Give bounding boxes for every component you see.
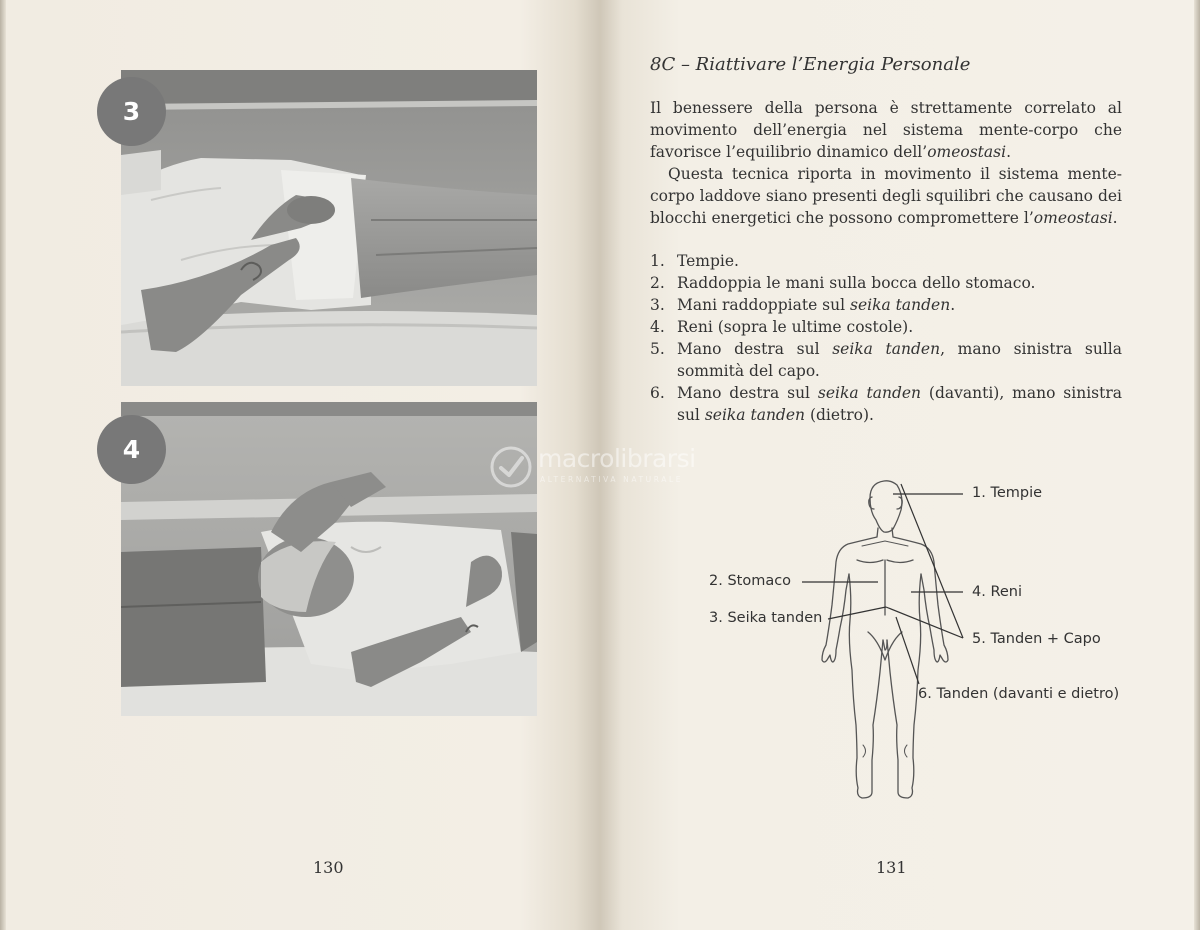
photo-step-4	[121, 402, 537, 716]
watermark-tagline: ALTERNATIVA NATURALE	[540, 475, 684, 484]
section-title: 8C – Riattivare l’Energia Personale	[650, 54, 971, 75]
photo-person-lying-hand-on-head	[121, 402, 537, 716]
diagram-label-reni: 4. Reni	[972, 584, 1023, 600]
step-badge-3: 3	[97, 77, 166, 146]
list-item: 2. Raddoppia le mani sulla bocca dello stomaco.	[650, 274, 1036, 292]
photo-step-3	[121, 70, 537, 386]
diagram-label-seika-tanden: 3. Seika tanden	[709, 610, 823, 626]
page-edge	[0, 0, 6, 930]
watermark	[488, 444, 728, 490]
diagram-label-tempie: 1. Tempie	[972, 485, 1043, 501]
page-edge	[1194, 0, 1200, 930]
watermark-name: macrolibrarsi	[538, 444, 696, 473]
list-item: 5. Mano destra sul seika tanden, mano sinistra sulla sommità del capo.	[650, 340, 1122, 380]
steps-list	[650, 250, 1122, 426]
list-item: 6. Mano destra sul seika tanden (davanti), mano sinistra sul seika tanden (dietro).	[650, 384, 1122, 424]
list-item: 1. Tempie.	[650, 252, 739, 270]
intro-text	[650, 97, 1122, 229]
intro-paragraph-2: Questa tecnica riporta in movimento il sistema mente-corpo laddove siano presenti degli squilibri che causano dei blocchi energetici che possono compromettere l’omeostasi.	[650, 165, 1122, 227]
step-badge-4: 4	[97, 415, 166, 484]
list-item: 3. Mani raddoppiate sul seika tanden.	[650, 296, 956, 314]
page-number-right: 131	[876, 858, 907, 877]
checkmark-leaf-icon	[488, 444, 534, 490]
photo-person-lying-hands-on-belly	[121, 70, 537, 386]
diagram-label-stomaco: 2. Stomaco	[709, 573, 792, 589]
intro-paragraph-1: Il benessere della persona è strettamente correlato al movimento dell’energia nel sistema mente-corpo che favorisce l’equilibrio dinamico dell’omeostasi.	[650, 99, 1122, 161]
diagram-label-tanden-davanti-dietro: 6. Tanden (davanti e dietro)	[918, 686, 1120, 702]
page-number-left: 130	[313, 858, 344, 877]
diagram-label-tanden-capo: 5. Tanden + Capo	[972, 631, 1101, 647]
list-item: 4. Reni (sopra le ultime costole).	[650, 318, 914, 336]
